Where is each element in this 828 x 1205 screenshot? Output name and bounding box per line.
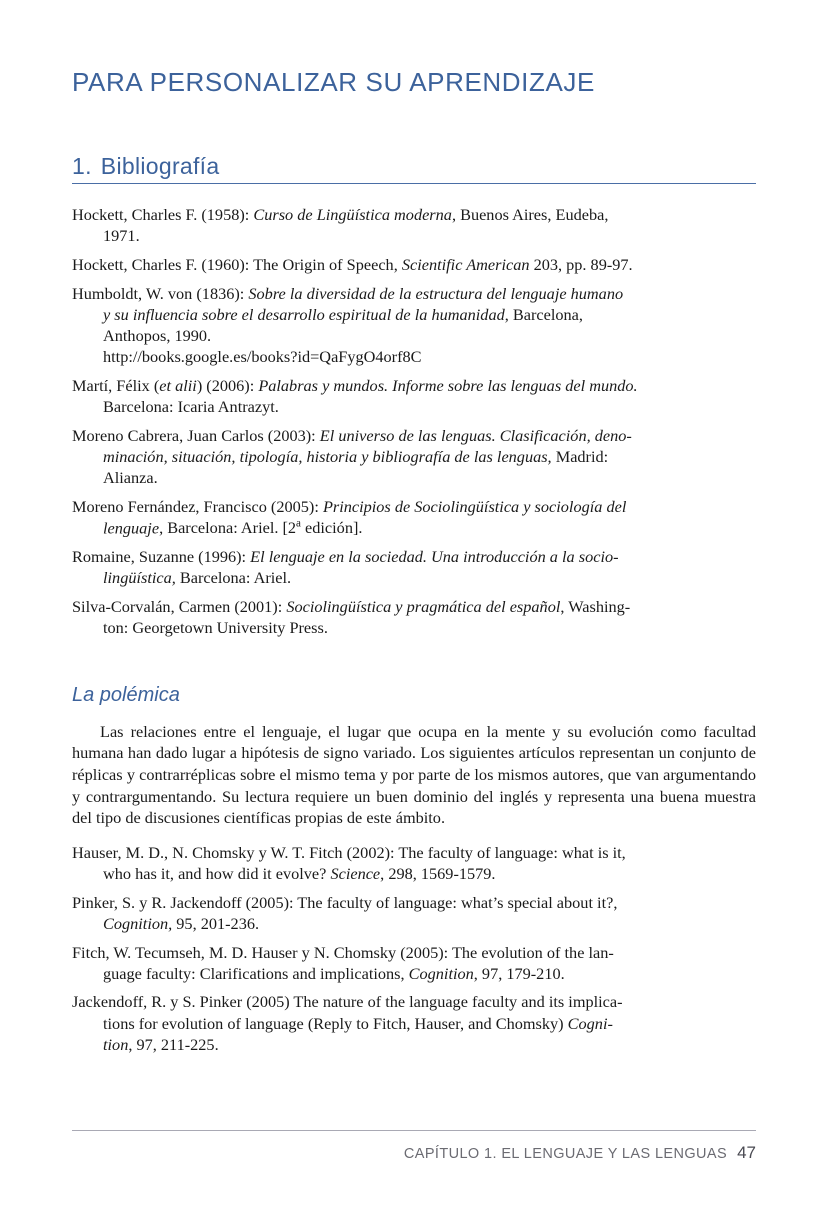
reference-text: ) (2006):	[196, 375, 259, 395]
reference-title-italic: Cognition	[408, 963, 474, 983]
bibliography-entry	[72, 991, 756, 1055]
section-heading-rule	[72, 153, 756, 184]
reference-title-italic: Principios de Sociolingüística y sociología del	[322, 496, 627, 516]
reference-text: , Buenos Aires, Eudeba,	[451, 205, 609, 225]
reference-title-italic: lenguaje	[103, 518, 160, 538]
reference-text: 203, pp. 89-97.	[529, 254, 633, 274]
bibliography-entry	[72, 942, 756, 984]
reference-text: Madrid:	[551, 446, 609, 466]
reference-line	[72, 546, 756, 567]
reference-text: , Washing-	[560, 596, 631, 616]
reference-title-italic: Palabras y mundos. Informe sobre las lenguas del mundo.	[258, 375, 638, 395]
reference-line	[72, 617, 756, 638]
subsection-heading: La polémica	[72, 683, 180, 706]
page-number: 47	[737, 1143, 756, 1162]
reference-text: , 97, 179-210.	[473, 963, 565, 983]
reference-line	[72, 596, 756, 617]
reference-line	[72, 304, 756, 325]
reference-line	[72, 942, 756, 963]
reference-title-italic: tion	[103, 1034, 129, 1054]
reference-text: 95, 201-236.	[172, 913, 260, 933]
reference-line	[72, 446, 756, 467]
reference-line	[72, 963, 756, 984]
bibliography-list	[72, 204, 756, 638]
bibliography-entry	[72, 254, 756, 275]
page-title: PARA PERSONALIZAR SU APRENDIZAJE	[72, 67, 595, 97]
reference-text: Anthopos, 1990.	[103, 325, 212, 345]
reference-text: Hockett, Charles F. (1960): The Origin of Speech,	[72, 254, 402, 274]
footer-text	[72, 1143, 756, 1163]
reference-text: ton: Georgetown University Press.	[103, 617, 328, 637]
reference-text: , 298, 1569-1579.	[380, 864, 496, 884]
reference-line	[72, 225, 756, 246]
reference-title-italic: lingüística,	[103, 568, 176, 588]
reference-line	[72, 425, 756, 446]
reference-text: Barcelona: Ariel.	[175, 568, 292, 588]
reference-text: 1971.	[103, 226, 140, 246]
bibliography-entry	[72, 375, 756, 417]
polemica-reference-list	[72, 842, 756, 1055]
reference-title-italic: Cogni-	[567, 1013, 613, 1033]
reference-title-italic: Scientific American	[401, 254, 530, 274]
reference-title-italic: Cognition,	[103, 913, 173, 933]
reference-text: Humboldt, W. von (1836):	[72, 283, 249, 303]
section-number: 1.	[72, 152, 92, 179]
reference-line	[72, 842, 756, 863]
footer-chapter-label: CAPÍTULO 1. EL LENGUAJE Y LAS LENGUAS	[403, 1146, 728, 1162]
intro-paragraph: Las relaciones entre el lenguaje, el lugar que ocupa en la mente y su evolución como facultad humana han dado lugar a hipótesis de signo variado. Los siguientes artículos representan un conjunto de réplicas y contrarréplicas sobre el mismo tema y por parte de los mismos autores, que van argumentando y contrargumentando. Su lectura requiere un buen dominio del inglés y representa una buena muestra del tipo de discusiones científicas propias de este ámbito.	[72, 721, 756, 828]
reference-text: Moreno Cabrera, Juan Carlos (2003):	[72, 425, 320, 445]
reference-line	[72, 254, 756, 275]
reference-text: http://books.google.es/books?id=QaFygO4orf8C	[103, 347, 422, 367]
reference-title-italic: minación, situación, tipología, historia y bibliografía de las lenguas,	[103, 446, 552, 466]
reference-title-italic: et alii	[159, 375, 197, 395]
reference-text: , Barcelona,	[504, 304, 583, 324]
reference-text: who has it, and how did it evolve?	[103, 864, 331, 884]
reference-line	[72, 496, 756, 517]
reference-line	[72, 913, 756, 934]
reference-line	[72, 1013, 756, 1034]
reference-text: Martí, Félix (	[72, 375, 160, 395]
reference-text: guage faculty: Clarifications and implications,	[103, 963, 409, 983]
bibliography-entry	[72, 892, 756, 934]
reference-line	[72, 396, 756, 417]
bibliography-entry	[72, 596, 756, 638]
reference-line	[72, 892, 756, 913]
reference-text: Moreno Fernández, Francisco (2005):	[72, 496, 323, 516]
reference-text: Barcelona: Icaria Antrazyt.	[103, 396, 279, 416]
page-footer	[72, 1130, 756, 1163]
reference-text: Pinker, S. y R. Jackendoff (2005): The faculty of language: what’s special about it?,	[72, 892, 618, 912]
reference-text: Alianza.	[103, 467, 158, 487]
bibliography-entry	[72, 204, 756, 246]
reference-line	[72, 325, 756, 346]
footer-divider	[72, 1130, 756, 1131]
reference-text: , Barcelona: Ariel. [2$^a$ edición].	[159, 517, 363, 538]
reference-line	[72, 567, 756, 588]
reference-line	[72, 204, 756, 225]
reference-title-italic: El universo de las lenguas. Clasificación, deno-	[319, 425, 632, 445]
reference-text: Hauser, M. D., N. Chomsky y W. T. Fitch (2002): The faculty of language: what is it,	[72, 842, 626, 862]
reference-text: Fitch, W. Tecumseh, M. D. Hauser y N. Chomsky (2005): The evolution of the lan-	[72, 942, 614, 962]
reference-title-italic: El lenguaje en la sociedad. Una introducción a la socio-	[250, 546, 619, 566]
section-heading	[72, 153, 756, 179]
reference-text: tions for evolution of language (Reply to Fitch, Hauser, and Chomsky)	[103, 1013, 568, 1033]
reference-text: Romaine, Suzanne (1996):	[72, 546, 251, 566]
reference-line	[72, 346, 756, 367]
reference-line	[72, 517, 756, 539]
bibliography-entry	[72, 425, 756, 489]
section-title: Bibliografía	[100, 152, 220, 179]
reference-line	[72, 467, 756, 488]
reference-title-italic: Science	[330, 864, 381, 884]
reference-text: Jackendoff, R. y S. Pinker (2005) The nature of the language faculty and its implica-	[72, 992, 623, 1012]
reference-line	[72, 375, 756, 396]
bibliography-entry	[72, 496, 756, 539]
bibliography-entry	[72, 842, 756, 884]
reference-title-italic: Sobre la diversidad de la estructura del lenguaje humano	[248, 283, 624, 303]
bibliography-entry	[72, 546, 756, 588]
reference-text: Hockett, Charles F. (1958):	[72, 205, 254, 225]
reference-line	[72, 1034, 756, 1055]
reference-line	[72, 863, 756, 884]
reference-text: Silva-Corvalán, Carmen (2001):	[72, 596, 287, 616]
reference-line	[72, 283, 756, 304]
reference-title-italic: Curso de Lingüística moderna	[253, 205, 452, 225]
reference-title-italic: Sociolingüística y pragmática del español	[286, 596, 561, 616]
reference-text: , 97, 211-225.	[128, 1034, 219, 1054]
reference-title-italic: y su influencia sobre el desarrollo espiritual de la humanidad	[103, 304, 505, 324]
reference-line	[72, 991, 756, 1012]
bibliography-entry	[72, 283, 756, 368]
